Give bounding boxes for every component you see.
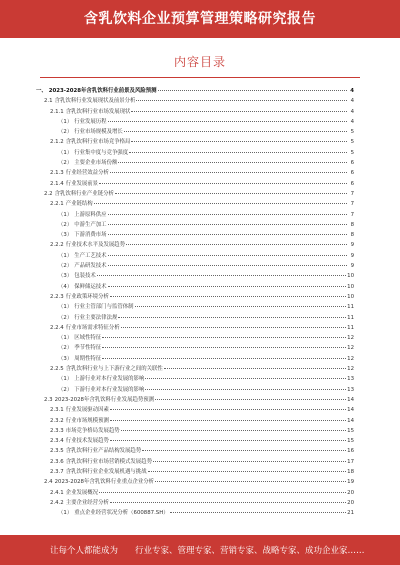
toc-entry-number: 2.3.2 bbox=[50, 417, 64, 424]
header-bar bbox=[0, 0, 400, 38]
toc-leader-dots bbox=[108, 121, 347, 122]
toc-entry-page: 10 bbox=[347, 273, 354, 280]
toc-entry-number: 2.1.2 bbox=[50, 139, 64, 146]
toc-leader-dots bbox=[108, 234, 347, 235]
toc-entry-page: 10 bbox=[347, 283, 354, 290]
toc-entry-number: （2） bbox=[58, 263, 73, 270]
toc-leader-dots bbox=[142, 450, 346, 451]
toc-entry-page: 7 bbox=[350, 201, 354, 208]
toc-entry-text: 上游原料供应 bbox=[74, 211, 107, 218]
toc-entry-page: 16 bbox=[347, 448, 354, 455]
toc-entry[interactable] bbox=[36, 107, 354, 117]
toc-entry-text: 行业市场规模预测 bbox=[65, 417, 109, 424]
footer-slogan-right: 行业专家、管理专家、营销专家、战略专家、成功企业家…… bbox=[135, 546, 365, 556]
toc-entry-page: 7 bbox=[350, 211, 354, 218]
toc-entry-number: 2.3.7 bbox=[50, 468, 64, 475]
toc-entry-text: 周期性特征 bbox=[74, 355, 102, 362]
toc-entry-number: 2.2 bbox=[44, 190, 53, 197]
toc-entry-page: 15 bbox=[347, 427, 354, 434]
toc-leader-dots bbox=[155, 481, 346, 482]
toc-entry-text: 行业市场规模及增长 bbox=[74, 129, 123, 136]
toc-leader-dots bbox=[153, 461, 346, 462]
toc-entry[interactable] bbox=[36, 96, 354, 106]
toc-entry-text: 产品研发技术 bbox=[74, 263, 107, 270]
toc-entry[interactable] bbox=[36, 354, 354, 364]
toc-entry[interactable] bbox=[36, 343, 354, 353]
toc-leader-dots bbox=[102, 358, 346, 359]
toc-entry-text: 行业政策环境分析 bbox=[65, 293, 109, 300]
toc-entry[interactable] bbox=[36, 457, 354, 467]
toc-entry-number: 2.2.2 bbox=[50, 242, 64, 249]
toc-leader-dots bbox=[110, 172, 347, 173]
toc-entry-text: 行业发展前景 bbox=[65, 180, 99, 187]
toc-leader-dots bbox=[108, 286, 347, 287]
toc-entry-text: 行业技术水平及发展趋势 bbox=[65, 242, 126, 249]
toc-entry-text: 含乳饮料行业产品结构发展趋势 bbox=[65, 448, 142, 455]
toc-entry-number: 2.4 bbox=[44, 479, 53, 486]
toc-entry-number: 2.3.6 bbox=[50, 458, 64, 465]
toc-entry-text: 下游消费市场 bbox=[74, 232, 107, 239]
toc-entry-page: 5 bbox=[350, 149, 354, 156]
toc-entry-number: 2.1.3 bbox=[50, 170, 64, 177]
toc-leader-dots bbox=[126, 244, 347, 245]
toc-entry-page: 9 bbox=[350, 252, 354, 259]
toc-entry-number: 2.3 bbox=[44, 396, 53, 403]
toc-entry-page: 6 bbox=[350, 170, 354, 177]
toc-entry-text: 行业经营效益分析 bbox=[65, 170, 109, 177]
toc-entry[interactable] bbox=[36, 158, 354, 168]
toc-entry[interactable] bbox=[36, 508, 354, 518]
toc-leader-dots bbox=[108, 214, 347, 215]
toc-entry-number: 2.3.1 bbox=[50, 407, 64, 414]
toc-leader-dots bbox=[99, 492, 346, 493]
toc-entry[interactable] bbox=[36, 117, 354, 127]
toc-entry-number: （2） bbox=[58, 221, 73, 228]
toc-entry[interactable] bbox=[36, 416, 354, 426]
toc-entry-number: （2） bbox=[58, 129, 73, 136]
toc-leader-dots bbox=[135, 306, 347, 307]
toc-leader-dots bbox=[129, 152, 347, 153]
toc-entry-number: 2.2.5 bbox=[50, 366, 64, 373]
toc-leader-dots bbox=[115, 193, 347, 194]
toc-entry[interactable] bbox=[36, 240, 354, 250]
toc-leader-dots bbox=[136, 100, 347, 101]
toc-entry-text: 行业集中度与竞争强度 bbox=[74, 149, 129, 156]
toc-entry-number: （1） bbox=[58, 335, 73, 342]
toc-entry[interactable] bbox=[36, 210, 354, 220]
toc-entry-text: 保鲜储运技术 bbox=[74, 283, 107, 290]
toc-entry[interactable] bbox=[36, 395, 354, 405]
toc-entry[interactable] bbox=[36, 313, 354, 323]
table-of-contents bbox=[36, 86, 354, 518]
toc-entry-text: 2023-2028年含乳饮料行业发展趋势预测 bbox=[54, 396, 155, 403]
toc-entry-number: （1） bbox=[58, 211, 73, 218]
toc-entry-page: 11 bbox=[347, 314, 354, 321]
toc-entry[interactable] bbox=[36, 436, 354, 446]
toc-entry-text: 企业发展概况 bbox=[65, 489, 99, 496]
toc-entry-text: 主要企业经营分析 bbox=[65, 499, 109, 506]
toc-entry-text: 产业链结构 bbox=[65, 201, 93, 208]
toc-leader-dots bbox=[170, 512, 346, 513]
toc-entry-page: 14 bbox=[347, 396, 354, 403]
toc-entry-text: 季节性特征 bbox=[74, 345, 102, 352]
toc-entry-text: 行业主管部门与监管体制 bbox=[74, 304, 134, 311]
toc-entry[interactable] bbox=[36, 498, 354, 508]
toc-entry-number: （3） bbox=[58, 232, 73, 239]
toc-leader-dots bbox=[121, 327, 347, 328]
toc-entry-page: 5 bbox=[350, 139, 354, 146]
toc-entry-number: （1） bbox=[58, 118, 73, 125]
toc-entry[interactable] bbox=[36, 302, 354, 312]
toc-entry[interactable] bbox=[36, 323, 354, 333]
toc-entry-number: （2） bbox=[58, 345, 73, 352]
toc-entry-page: 12 bbox=[347, 366, 354, 373]
footer-bar bbox=[0, 535, 400, 565]
toc-entry-number: 2.1.4 bbox=[50, 180, 64, 187]
toc-entry-page: 9 bbox=[350, 242, 354, 249]
toc-leader-dots bbox=[118, 162, 347, 163]
toc-entry[interactable] bbox=[36, 292, 354, 302]
toc-entry-number: 2.1.1 bbox=[50, 108, 64, 115]
toc-leader-dots bbox=[155, 399, 346, 400]
toc-entry[interactable] bbox=[36, 251, 354, 261]
toc-leader-dots bbox=[110, 502, 346, 503]
toc-leader-dots bbox=[110, 440, 346, 441]
toc-entry-text: 行业技术发展趋势 bbox=[65, 438, 109, 445]
toc-entry-text: 生产工艺技术 bbox=[74, 252, 107, 259]
toc-entry-text: 行业主要法律法规 bbox=[74, 314, 118, 321]
toc-entry-number: （2） bbox=[58, 314, 73, 321]
toc-entry-number: （1） bbox=[58, 510, 73, 517]
toc-entry[interactable] bbox=[36, 148, 354, 158]
toc-entry[interactable] bbox=[36, 446, 354, 456]
toc-entry-number: 2.1 bbox=[44, 98, 53, 105]
toc-entry-page: 6 bbox=[350, 160, 354, 167]
toc-entry-text: 含乳饮料行业发展现状及前景分析 bbox=[54, 98, 136, 105]
toc-leader-dots bbox=[102, 347, 346, 348]
footer-slogan-left: 让每个人都能成为 bbox=[50, 546, 119, 556]
toc-entry-number: （4） bbox=[58, 283, 73, 290]
toc-leader-dots bbox=[102, 337, 346, 338]
toc-entry-page: 11 bbox=[347, 324, 354, 331]
toc-entry-text: 含乳饮料行业与上下游行业之间的关联性 bbox=[65, 366, 163, 373]
toc-entry-page: 13 bbox=[347, 386, 354, 393]
toc-entry-page: 7 bbox=[350, 190, 354, 197]
toc-entry-text: 下游行业对本行业发展的影响 bbox=[74, 386, 145, 393]
toc-entry-text: 含乳饮料行业市场营销模式发展趋势 bbox=[65, 458, 152, 465]
toc-entry[interactable] bbox=[36, 271, 354, 281]
toc-entry-text: 含乳饮料行业产业链分析 bbox=[54, 190, 114, 197]
toc-entry-text: 行业发展驱动因素 bbox=[65, 407, 109, 414]
toc-entry-page: 8 bbox=[350, 221, 354, 228]
toc-entry-page: 14 bbox=[347, 417, 354, 424]
toc-entry[interactable] bbox=[36, 261, 354, 271]
toc-leader-dots bbox=[131, 141, 347, 142]
toc-entry-number: （1） bbox=[58, 304, 73, 311]
toc-entry-page: 10 bbox=[347, 293, 354, 300]
toc-entry-text: 行业发展历程 bbox=[74, 118, 107, 125]
toc-entry[interactable] bbox=[36, 179, 354, 189]
toc-entry[interactable] bbox=[36, 405, 354, 415]
toc-entry-page: 19 bbox=[347, 479, 354, 486]
toc-entry-text: 含乳饮料行业企业发展机遇与挑战 bbox=[65, 468, 147, 475]
toc-leader-dots bbox=[110, 420, 346, 421]
toc-entry-text: 区域性特征 bbox=[74, 335, 102, 342]
toc-leader-dots bbox=[110, 409, 346, 410]
toc-entry-number: （2） bbox=[58, 160, 73, 167]
toc-entry-number: 2.3.4 bbox=[50, 438, 64, 445]
toc-entry-text: 2023-2028年含乳饮料行业前景及风险预测 bbox=[48, 88, 157, 94]
toc-entry-number: 一、 bbox=[36, 88, 47, 94]
toc-entry-number: （2） bbox=[58, 386, 73, 393]
toc-entry-number: 2.3.3 bbox=[50, 427, 64, 434]
report-title: 含乳饮料企业预算管理策略研究报告 bbox=[84, 11, 316, 27]
toc-entry-text: 重点企业经营状况分析（600887.SH） bbox=[74, 510, 169, 517]
toc-entry-page: 17 bbox=[347, 458, 354, 465]
toc-entry-text: 主要企业市场份额 bbox=[74, 160, 118, 167]
toc-entry-number: 2.2.1 bbox=[50, 201, 64, 208]
toc-leader-dots bbox=[110, 296, 346, 297]
toc-entry[interactable] bbox=[36, 385, 354, 395]
toc-entry-number: 2.2.3 bbox=[50, 293, 64, 300]
toc-entry-page: 21 bbox=[347, 510, 354, 517]
toc-entry-page: 4 bbox=[350, 108, 354, 115]
toc-entry-page: 11 bbox=[347, 304, 354, 311]
toc-leader-dots bbox=[97, 275, 346, 276]
toc-entry[interactable] bbox=[36, 86, 354, 96]
toc-entry-page: 4 bbox=[350, 118, 354, 125]
toc-leader-dots bbox=[164, 368, 346, 369]
toc-entry-number: 2.3.5 bbox=[50, 448, 64, 455]
toc-leader-dots bbox=[124, 131, 347, 132]
toc-entry-text: 行业市场需求特征分析 bbox=[65, 324, 120, 331]
toc-leader-dots bbox=[108, 255, 347, 256]
toc-entry-number: （1） bbox=[58, 252, 73, 259]
toc-entry-page: 14 bbox=[347, 407, 354, 414]
toc-leader-dots bbox=[121, 430, 347, 431]
toc-entry[interactable] bbox=[36, 364, 354, 374]
toc-entry-page: 6 bbox=[350, 180, 354, 187]
toc-leader-dots bbox=[158, 90, 347, 91]
toc-entry-page: 5 bbox=[350, 129, 354, 136]
toc-entry-page: 15 bbox=[347, 438, 354, 445]
toc-entry[interactable] bbox=[36, 168, 354, 178]
toc-entry-number: 2.4.1 bbox=[50, 489, 64, 496]
toc-entry-page: 18 bbox=[347, 468, 354, 475]
toc-entry-page: 4 bbox=[350, 88, 354, 94]
toc-entry[interactable] bbox=[36, 488, 354, 498]
toc-leader-dots bbox=[148, 471, 347, 472]
toc-entry-page: 12 bbox=[347, 345, 354, 352]
toc-leader-dots bbox=[108, 224, 347, 225]
toc-entry-number: 2.2.4 bbox=[50, 324, 64, 331]
toc-entry-text: 上游行业对本行业发展的影响 bbox=[74, 376, 145, 383]
toc-entry-page: 8 bbox=[350, 232, 354, 239]
toc-entry[interactable] bbox=[36, 199, 354, 209]
toc-entry[interactable] bbox=[36, 137, 354, 147]
toc-leader-dots bbox=[99, 183, 347, 184]
toc-entry-number: （3） bbox=[58, 273, 73, 280]
toc-entry[interactable] bbox=[36, 374, 354, 384]
toc-title: 内容目录 bbox=[173, 55, 226, 69]
toc-entry-text: 含乳饮料行业市场发展现状 bbox=[65, 108, 131, 115]
toc-entry-text: 包装技术 bbox=[74, 273, 96, 280]
toc-entry-number: （3） bbox=[58, 355, 73, 362]
toc-entry-page: 4 bbox=[350, 98, 354, 105]
toc-entry[interactable] bbox=[36, 189, 354, 199]
toc-entry[interactable] bbox=[36, 426, 354, 436]
toc-entry-page: 12 bbox=[347, 335, 354, 342]
toc-leader-dots bbox=[118, 317, 346, 318]
toc-entry-number: 2.4.2 bbox=[50, 499, 64, 506]
toc-entry-page: 20 bbox=[347, 499, 354, 506]
toc-leader-dots bbox=[94, 203, 347, 204]
toc-leader-dots bbox=[145, 378, 346, 379]
toc-entry-page: 20 bbox=[347, 489, 354, 496]
toc-entry-number: （1） bbox=[58, 149, 73, 156]
toc-entry[interactable] bbox=[36, 127, 354, 137]
toc-entry[interactable] bbox=[36, 230, 354, 240]
toc-leader-dots bbox=[145, 389, 346, 390]
toc-leader-dots bbox=[108, 265, 347, 266]
toc-entry[interactable] bbox=[36, 477, 354, 487]
toc-entry[interactable] bbox=[36, 467, 354, 477]
toc-entry[interactable] bbox=[36, 220, 354, 230]
toc-entry-number: （1） bbox=[58, 376, 73, 383]
toc-leader-dots bbox=[131, 111, 347, 112]
toc-entry-page: 9 bbox=[350, 263, 354, 270]
toc-entry-page: 13 bbox=[347, 376, 354, 383]
toc-entry-text: 2023-2028年含乳饮料行业重点企业分析 bbox=[54, 479, 155, 486]
toc-entry-text: 市场竞争格局发展趋势 bbox=[65, 427, 120, 434]
toc-entry[interactable] bbox=[36, 282, 354, 292]
toc-entry[interactable] bbox=[36, 333, 354, 343]
toc-entry-page: 12 bbox=[347, 355, 354, 362]
toc-title-rule bbox=[40, 77, 360, 78]
toc-entry-text: 含乳饮料行业市场竞争格局 bbox=[65, 139, 131, 146]
toc-entry-text: 中游生产加工 bbox=[74, 221, 107, 228]
